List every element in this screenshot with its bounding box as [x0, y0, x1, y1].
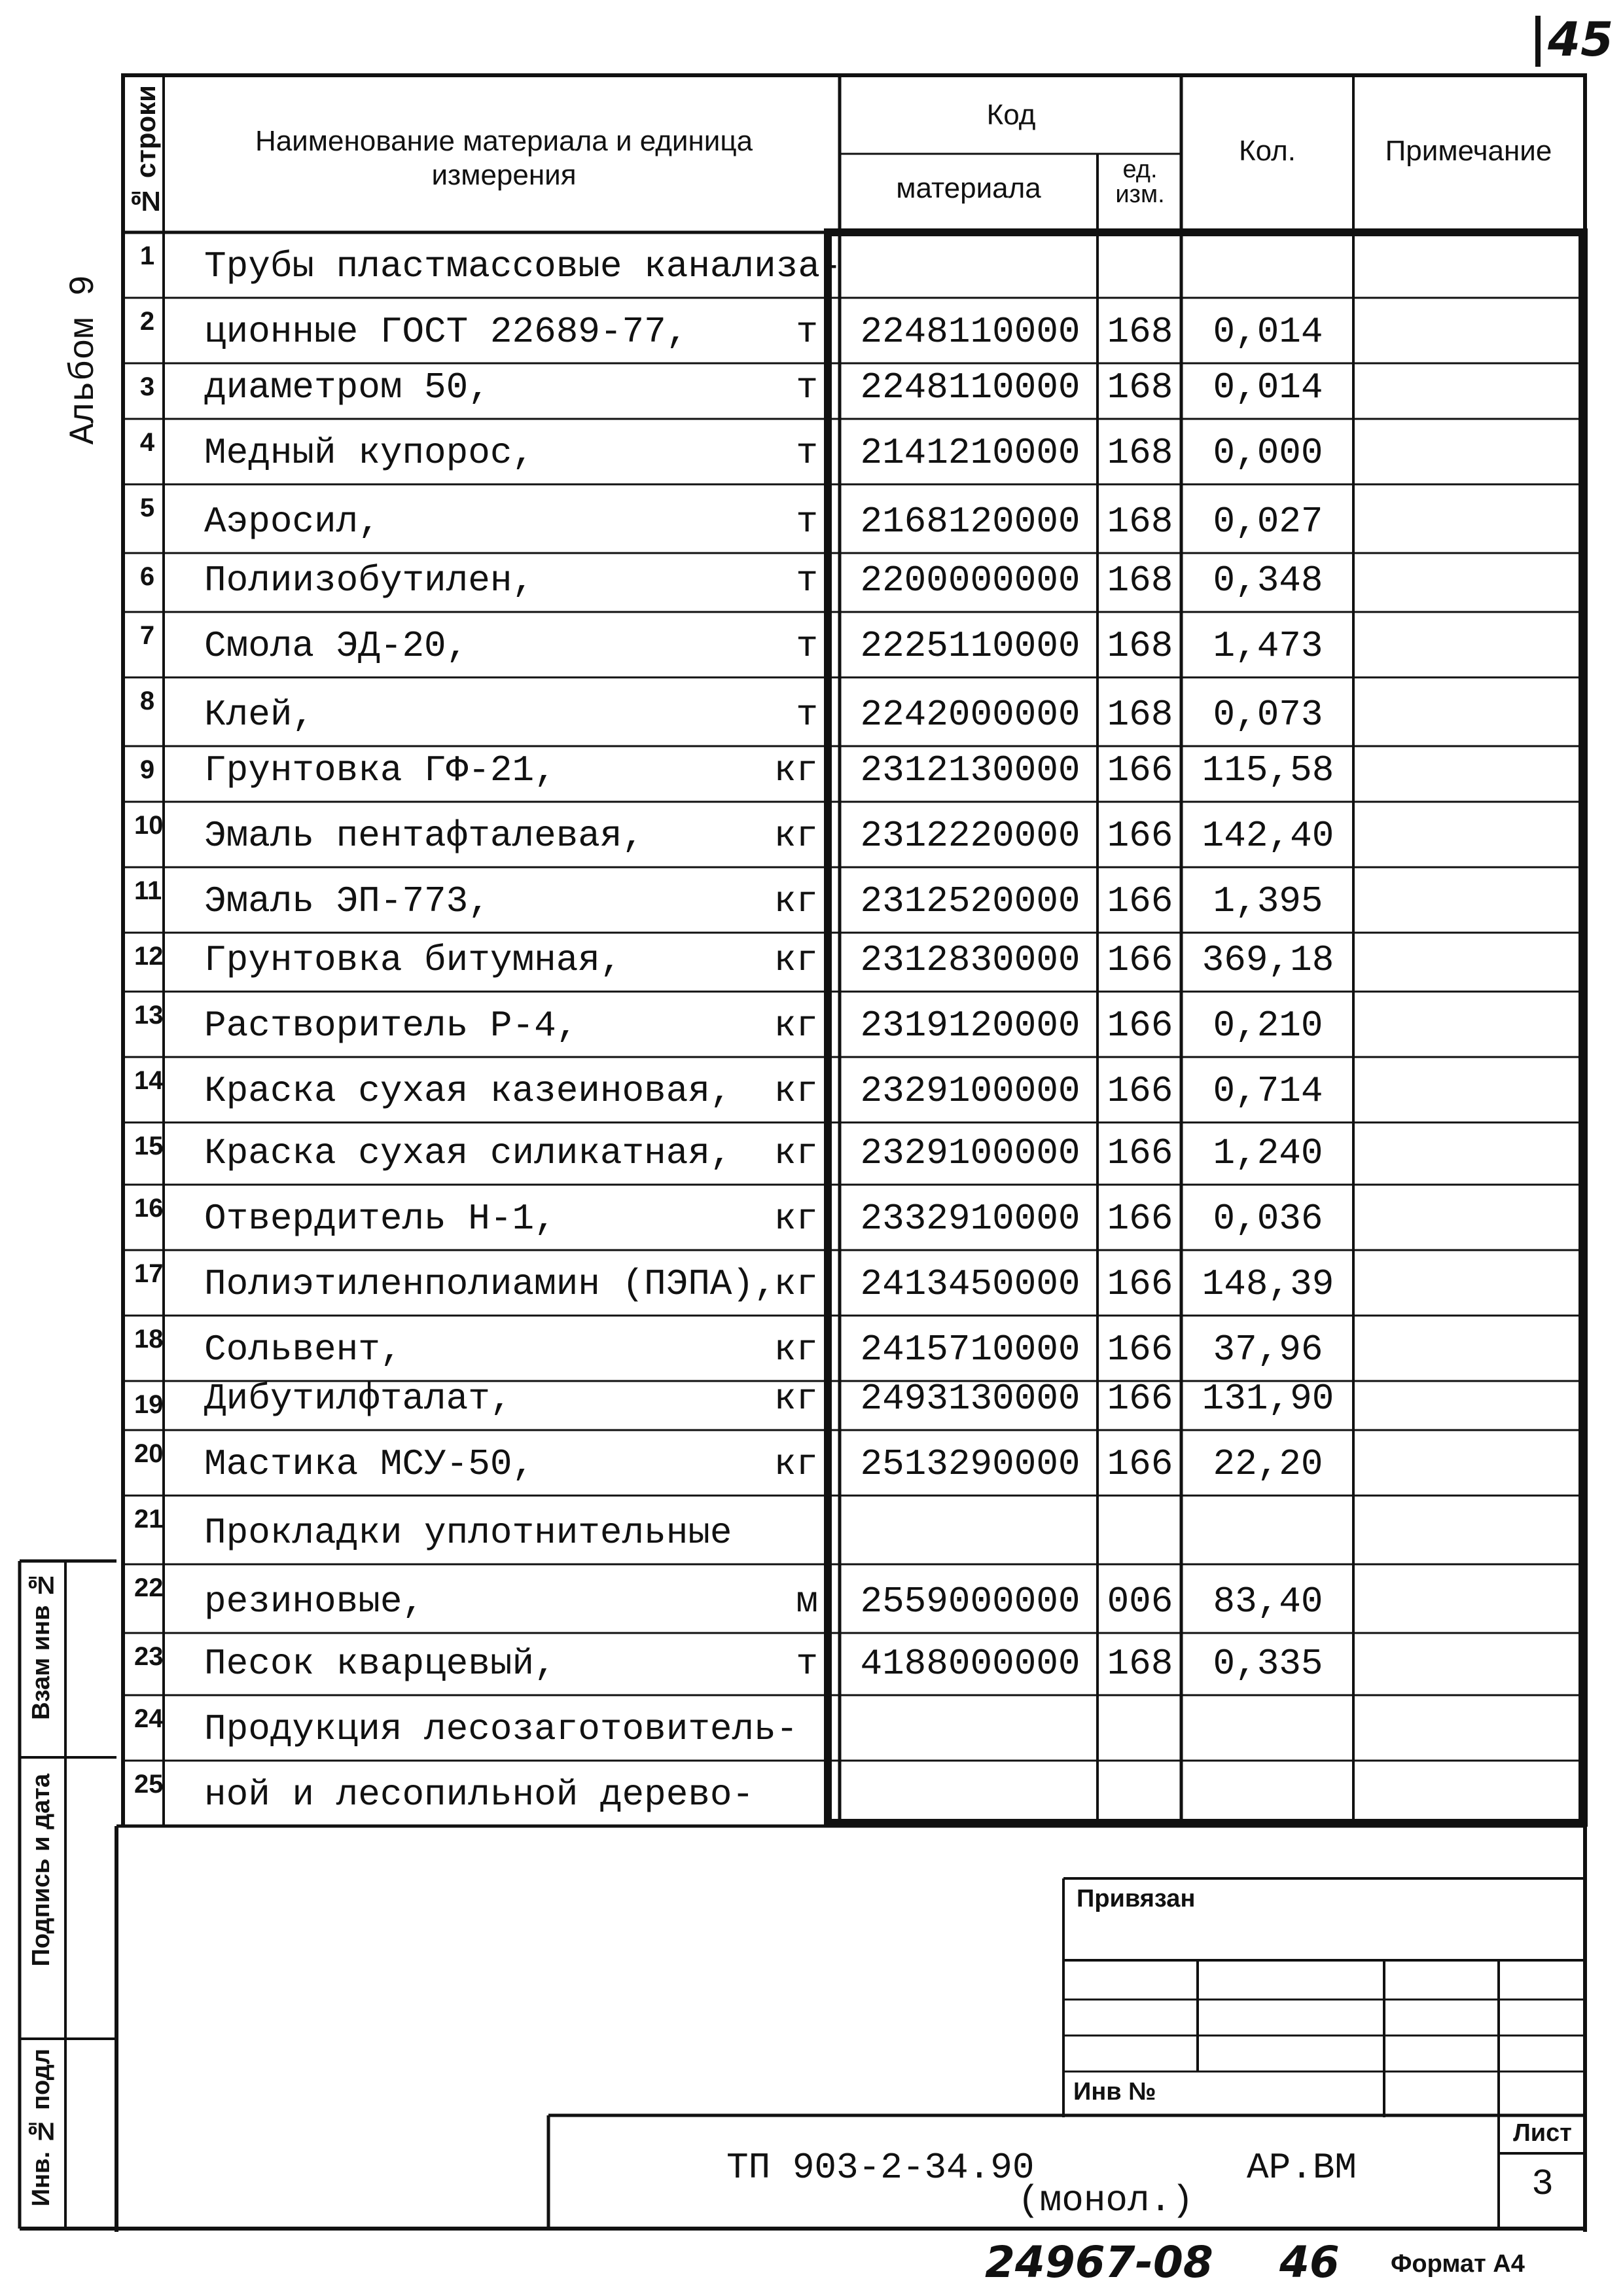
row-number: 24 — [134, 1704, 164, 1733]
material-code: 2329100000 — [860, 1132, 1080, 1174]
material-name: Дибутилфталат, — [204, 1378, 512, 1420]
material-name: Эмаль пентафталевая, — [204, 815, 645, 857]
row-number: 15 — [134, 1132, 164, 1160]
side-inv-cell — [24, 2042, 63, 2225]
material-name: Песок кварцевый, — [204, 1643, 556, 1685]
unit-name: кг — [774, 1132, 818, 1174]
header-material: материала — [896, 172, 1041, 204]
quantity: 0,014 — [1213, 311, 1323, 353]
material-name: Краска сухая силикатная, — [204, 1132, 732, 1174]
material-name: Отвердитель Н-1, — [204, 1198, 556, 1240]
material-code: 4188000000 — [860, 1643, 1080, 1685]
footer-hand-number: 24967-08 — [985, 2237, 1213, 2287]
row-number: 25 — [134, 1770, 164, 1799]
quantity: 0,714 — [1213, 1070, 1323, 1112]
unit-name: кг — [774, 1198, 818, 1240]
row-number: 3 — [139, 372, 155, 401]
material-name: Клей, — [204, 694, 315, 736]
stamp-privyazan: Привязан — [1077, 1885, 1196, 1912]
material-code: 2493130000 — [860, 1378, 1080, 1420]
quantity: 131,90 — [1202, 1378, 1334, 1420]
stamp-doc-code: ТП 903-2-34.90 — [726, 2147, 1035, 2189]
row-number: 20 — [134, 1439, 164, 1468]
row-number: 11 — [134, 876, 162, 905]
side-inv: Инв. № подл — [27, 2049, 55, 2207]
material-code: 2225110000 — [860, 625, 1080, 667]
quantity: 22,20 — [1213, 1443, 1323, 1485]
quantity: 0,348 — [1213, 560, 1323, 601]
page-number: 45 — [1548, 12, 1614, 67]
row-number: 18 — [134, 1325, 164, 1354]
row-number: 19 — [134, 1390, 164, 1419]
material-name: Растворитель Р-4, — [204, 1005, 579, 1047]
unit-name: т — [796, 367, 818, 408]
quantity: 0,027 — [1213, 501, 1323, 543]
unit-code: 166 — [1107, 939, 1173, 981]
quantity: 0,014 — [1213, 367, 1323, 408]
material-name: Мастика МСУ-50, — [204, 1443, 535, 1485]
header-unit-code: ед. изм. — [1115, 156, 1165, 208]
side-vzam: Взам инв № — [27, 1571, 55, 1720]
header-name: Наименование материала и единица измерения — [255, 125, 753, 191]
unit-name: т — [796, 625, 818, 667]
unit-code: 166 — [1107, 1198, 1173, 1240]
stamp-sheet-label: Лист — [1513, 2119, 1572, 2147]
material-code: 2168120000 — [860, 501, 1080, 543]
material-name: ционные ГОСТ 22689-77, — [204, 311, 688, 353]
row-number: 9 — [139, 755, 155, 784]
unit-name: кг — [774, 1443, 818, 1485]
unit-code: 166 — [1107, 1132, 1173, 1174]
row-number: 4 — [139, 428, 155, 457]
quantity: 369,18 — [1202, 939, 1334, 981]
material-code: 2559000000 — [860, 1581, 1080, 1623]
unit-code: 166 — [1107, 1263, 1173, 1305]
row-number: 17 — [134, 1259, 164, 1288]
quantity: 1,473 — [1213, 625, 1323, 667]
material-code: 2248110000 — [860, 311, 1080, 353]
side-podpis-cell — [24, 1761, 63, 2036]
material-code: 2415710000 — [860, 1329, 1080, 1371]
material-code: 2513290000 — [860, 1443, 1080, 1485]
header-row-no-cell — [128, 79, 162, 230]
header-qty: Кол. — [1238, 135, 1296, 167]
row-number: 14 — [134, 1066, 164, 1095]
header-note: Примечание — [1385, 135, 1552, 167]
row-number: 21 — [134, 1505, 164, 1534]
material-name: Трубы пластмассовые канализа- — [204, 245, 842, 287]
unit-name: кг — [774, 1070, 818, 1112]
row-number: 2 — [139, 307, 155, 336]
material-name: Грунтовка ГФ-21, — [204, 749, 556, 791]
header-row-no: № строки — [130, 85, 161, 217]
quantity: 0,036 — [1213, 1198, 1323, 1240]
material-code: 2312130000 — [860, 749, 1080, 791]
unit-name: т — [796, 501, 818, 543]
quantity: 142,40 — [1202, 815, 1334, 857]
unit-name: кг — [774, 1263, 818, 1305]
material-code: 2200000000 — [860, 560, 1080, 601]
material-name: Прокладки уплотнительные — [204, 1512, 732, 1554]
row-number: 6 — [139, 562, 155, 591]
material-name: ной и лесопильной дерево- — [204, 1774, 755, 1816]
material-name: Эмаль ЭП-773, — [204, 880, 490, 922]
unit-code: 168 — [1107, 560, 1173, 601]
quantity: 115,58 — [1202, 749, 1334, 791]
quantity: 37,96 — [1213, 1329, 1323, 1371]
unit-code: 166 — [1107, 1070, 1173, 1112]
row-number: 23 — [134, 1642, 164, 1671]
stamp-mark: АР.ВМ — [1247, 2147, 1357, 2189]
material-code: 2312520000 — [860, 880, 1080, 922]
material-code: 2332910000 — [860, 1198, 1080, 1240]
unit-name: кг — [774, 1378, 818, 1420]
unit-code: 168 — [1107, 1643, 1173, 1685]
unit-name: кг — [774, 1005, 818, 1047]
unit-name: т — [796, 432, 818, 474]
material-code: 2141210000 — [860, 432, 1080, 474]
material-name: Сольвент, — [204, 1329, 402, 1371]
side-podpis: Подпись и дата — [27, 1774, 55, 1967]
unit-code: 006 — [1107, 1581, 1173, 1623]
material-code: 2248110000 — [860, 367, 1080, 408]
unit-code: 168 — [1107, 694, 1173, 736]
unit-code: 168 — [1107, 367, 1173, 408]
stamp-monol: (монол.) — [1018, 2179, 1194, 2221]
unit-name: кг — [774, 880, 818, 922]
unit-code: 168 — [1107, 311, 1173, 353]
material-name: Краска сухая казеиновая, — [204, 1070, 732, 1112]
row-number: 5 — [139, 493, 155, 522]
quantity: 0,073 — [1213, 694, 1323, 736]
material-code: 2413450000 — [860, 1263, 1080, 1305]
unit-code: 166 — [1107, 749, 1173, 791]
material-name: диаметром 50, — [204, 367, 490, 408]
quantity: 0,210 — [1213, 1005, 1323, 1047]
row-number: 16 — [134, 1194, 164, 1223]
material-code: 2312220000 — [860, 815, 1080, 857]
material-code: 2329100000 — [860, 1070, 1080, 1112]
material-name: Смола ЭД-20, — [204, 625, 469, 667]
unit-code: 168 — [1107, 501, 1173, 543]
unit-name: т — [796, 560, 818, 601]
row-number: 12 — [134, 942, 164, 971]
side-vzam-cell — [24, 1564, 63, 1754]
row-number: 7 — [139, 621, 155, 650]
unit-name: т — [796, 1643, 818, 1685]
row-number: 10 — [134, 811, 164, 840]
quantity: 83,40 — [1213, 1581, 1323, 1623]
album-label: Альбом 9 — [64, 275, 104, 445]
material-name: Продукция лесозаготовитель- — [204, 1708, 798, 1750]
unit-code: 168 — [1107, 432, 1173, 474]
unit-code: 166 — [1107, 1378, 1173, 1420]
material-name: Аэросил, — [204, 501, 380, 543]
unit-code: 166 — [1107, 880, 1173, 922]
unit-code: 166 — [1107, 815, 1173, 857]
stamp-sheet: 3 — [1531, 2163, 1554, 2205]
footer-format: Формат А4 — [1391, 2250, 1525, 2278]
unit-name: кг — [774, 1329, 818, 1371]
quantity: 0,335 — [1213, 1643, 1323, 1685]
unit-name: м — [796, 1581, 818, 1623]
material-code: 2319120000 — [860, 1005, 1080, 1047]
footer-hand-page: 46 — [1279, 2237, 1340, 2287]
material-code: 2312830000 — [860, 939, 1080, 981]
material-name: Полиэтиленполиамин (ПЭПА), — [204, 1263, 776, 1305]
material-name: Грунтовка битумная, — [204, 939, 622, 981]
row-number: 1 — [139, 242, 155, 270]
row-number: 8 — [139, 687, 155, 715]
unit-code: 168 — [1107, 625, 1173, 667]
unit-name: кг — [774, 939, 818, 981]
unit-name: т — [796, 311, 818, 353]
unit-code: 166 — [1107, 1329, 1173, 1371]
unit-code: 166 — [1107, 1443, 1173, 1485]
stamp-inv-no: Инв № — [1073, 2078, 1156, 2106]
header-code: Код — [986, 99, 1036, 131]
quantity: 0,000 — [1213, 432, 1323, 474]
unit-name: кг — [774, 815, 818, 857]
material-name: Полиизобутилен, — [204, 560, 535, 601]
quantity: 1,395 — [1213, 880, 1323, 922]
material-name: резиновые, — [204, 1581, 425, 1623]
unit-name: кг — [774, 749, 818, 791]
material-code: 2242000000 — [860, 694, 1080, 736]
unit-name: т — [796, 694, 818, 736]
unit-code: 166 — [1107, 1005, 1173, 1047]
row-number: 13 — [134, 1001, 164, 1030]
material-name: Медный купорос, — [204, 432, 535, 474]
quantity: 148,39 — [1202, 1263, 1334, 1305]
quantity: 1,240 — [1213, 1132, 1323, 1174]
row-number: 22 — [134, 1573, 164, 1602]
